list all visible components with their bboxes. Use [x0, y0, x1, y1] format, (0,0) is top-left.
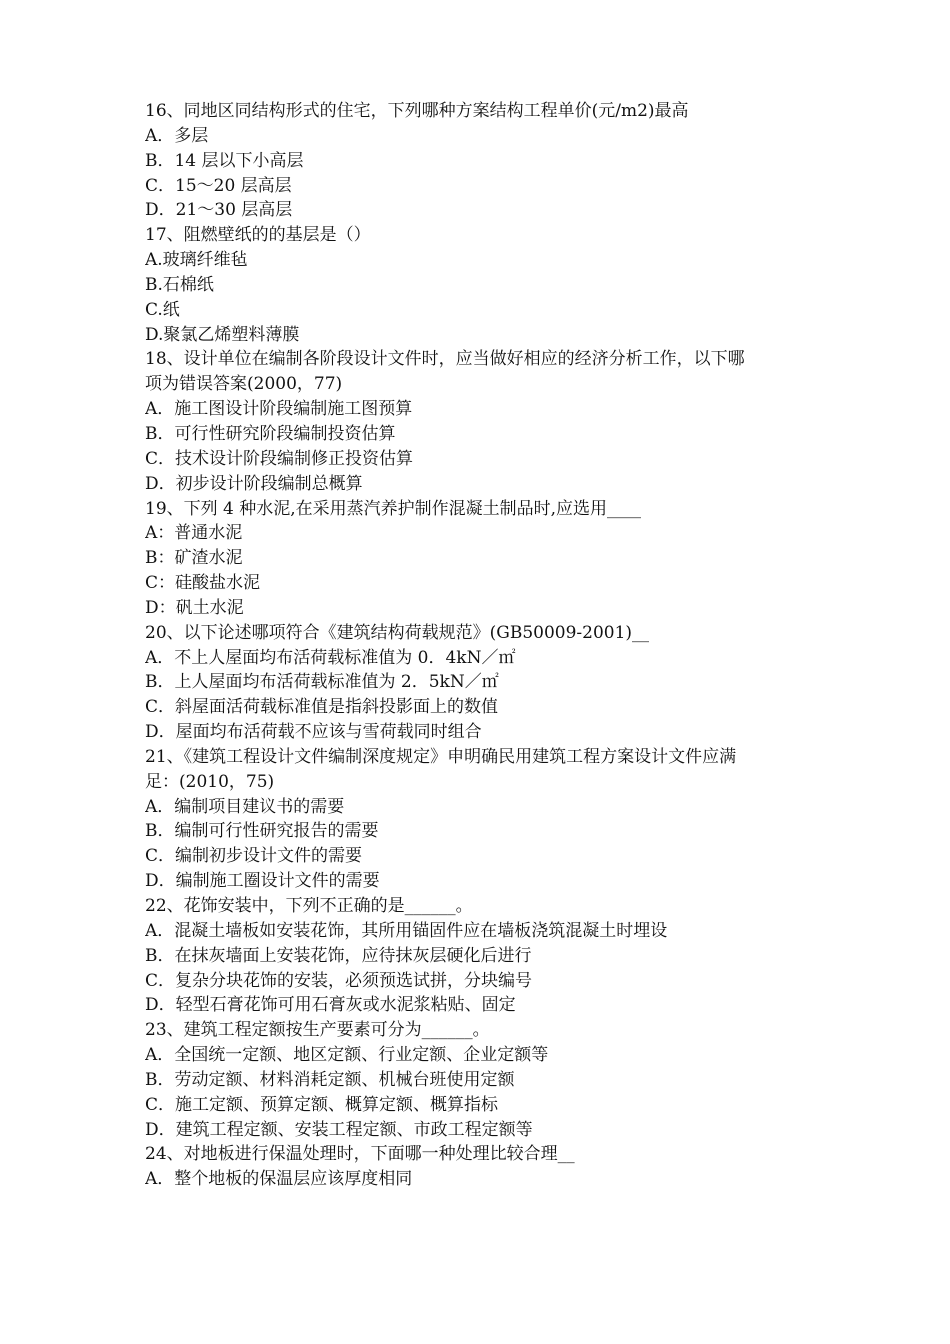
text-line: C．复杂分块花饰的安装，必须预选试拼，分块编号 — [145, 970, 533, 991]
text-line: D．21～30 层高层 — [145, 200, 293, 221]
text-line: 足：(2010，75) — [145, 771, 275, 792]
text-line: 23、建筑工程定额按生产要素可分为______。 — [145, 1020, 490, 1041]
text-line: B．上人屋面均布活荷载标准值为 2．5kN／㎡ — [145, 672, 499, 693]
text-line: B．编制可行性研究报告的需要 — [145, 821, 379, 842]
text-line: D．编制施工圈设计文件的需要 — [145, 871, 380, 892]
text-line: A．多层 — [145, 125, 209, 146]
text-line: A．不上人屋面均布活荷载标准值为 0．4kN／㎡ — [145, 647, 516, 668]
text-line: C．斜屋面活荷载标准值是指斜投影面上的数值 — [145, 697, 499, 718]
text-line: A：普通水泥 — [145, 523, 243, 544]
text-line: C．15～20 层高层 — [145, 175, 292, 196]
text-line: 19、下列 4 种水泥,在采用蒸汽养护制作混凝土制品时,应选用____ — [145, 498, 642, 519]
text-line: C．编制初步设计文件的需要 — [145, 846, 363, 867]
text-line: D：矾土水泥 — [145, 597, 244, 618]
text-line: C．技术设计阶段编制修正投资估算 — [145, 448, 414, 469]
text-line: B．劳动定额、材料消耗定额、机械台班使用定额 — [145, 1069, 515, 1090]
text-line: A．施工图设计阶段编制施工图预算 — [145, 399, 413, 420]
text-line: B.石棉纸 — [145, 274, 214, 295]
text-line: C：硅酸盐水泥 — [145, 573, 261, 594]
text-line: 项为错误答案(2000，77) — [145, 374, 343, 395]
text-line: D．建筑工程定额、安装工程定额、市政工程定额等 — [145, 1119, 533, 1140]
document-body — [145, 99, 813, 1192]
text-line: B．在抹灰墙面上安装花饰，应待抹灰层硬化后进行 — [145, 945, 532, 966]
text-line: D．屋面均布活荷载不应该与雪荷载同时组合 — [145, 722, 482, 743]
text-line: A．混凝土墙板如安装花饰，其所用锚固件应在墙板浇筑混凝土时埋设 — [145, 920, 668, 941]
text-line: D.聚氯乙烯塑料薄膜 — [145, 324, 300, 345]
text-line: B．可行性研究阶段编制投资估算 — [145, 423, 396, 444]
text-line: B．14 层以下小高层 — [145, 150, 304, 171]
text-line: C．施工定额、预算定额、概算定额、概算指标 — [145, 1094, 499, 1115]
text-line: A．编制项目建议书的需要 — [145, 796, 345, 817]
text-line: 22、花饰安装中，下列不正确的是______。 — [145, 896, 473, 916]
text-line: D．初步设计阶段编制总概算 — [145, 473, 363, 494]
text-line: 21、《建筑工程设计文件编制深度规定》申明确民用建筑工程方案设计文件应满 — [145, 746, 737, 767]
text-line: 18、设计单位在编制各阶段设计文件时，应当做好相应的经济分析工作，以下哪 — [145, 349, 745, 370]
text-line: C.纸 — [145, 299, 180, 320]
text-line: 17、阻燃壁纸的的基层是（） — [145, 225, 371, 246]
text-line: A.玻璃纤维毡 — [145, 250, 248, 271]
text-line: A．全国统一定额、地区定额、行业定额、企业定额等 — [145, 1045, 549, 1066]
text-line: 16、同地区同结构形式的住宅，下列哪种方案结构工程单价(元/m2)最高 — [145, 101, 689, 121]
text-line: D．轻型石膏花饰可用石膏灰或水泥浆粘贴、固定 — [145, 995, 516, 1016]
text-line: 20、以下论述哪项符合《建筑结构荷载规范》(GB50009-2001)__ — [145, 622, 650, 643]
text-line: 24、对地板进行保温处理时，下面哪一种处理比较合理__ — [145, 1144, 575, 1165]
text-line: A．整个地板的保温层应该厚度相同 — [145, 1169, 413, 1190]
text-line: B：矿渣水泥 — [145, 548, 243, 569]
